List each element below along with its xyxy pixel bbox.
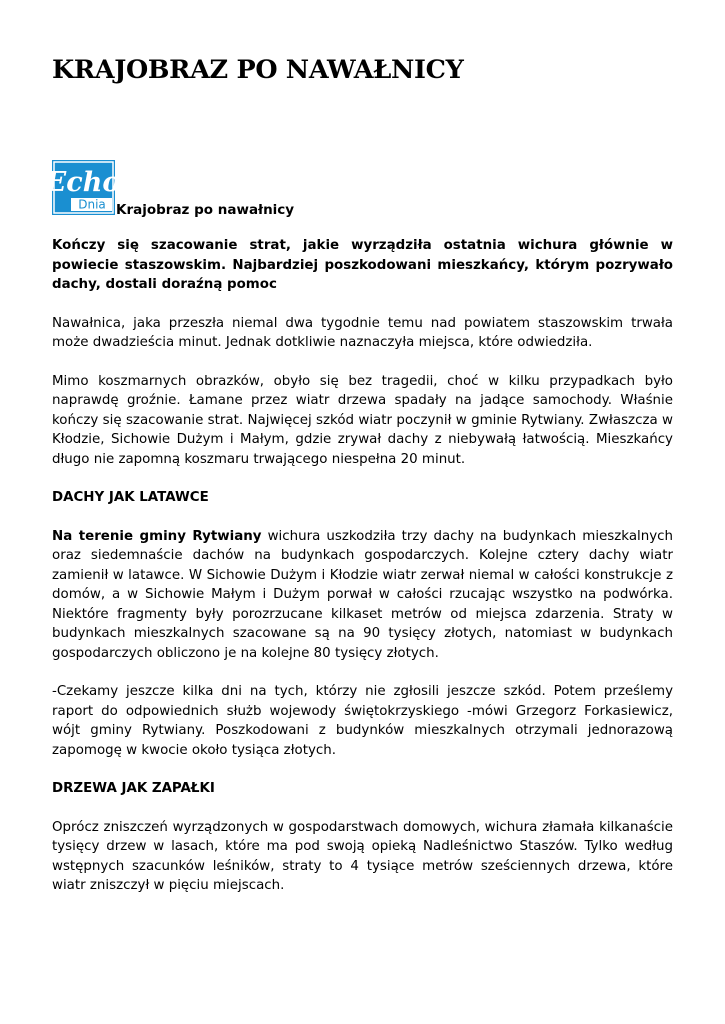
- paragraph-3: [52, 527, 673, 664]
- paragraph-5: Oprócz zniszczeń wyrządzonych w gospodarstwach domowych, wichura złamała kilkanaście tysięcy drzew w lasach, które ma pod swoją opieką Nadleśnictwo Staszów. Tylko według wstępnych szacunków leśników, straty to 4 tysiące metrów sześciennych drzewa, które wiatr zniszczył w pięciu miejscach.: [52, 819, 673, 893]
- logo-caption: Krajobraz po nawałnicy: [116, 202, 295, 218]
- paragraph-2: Mimo koszmarnych obrazków, obyło się bez tragedii, choć w kilku przypadkach było naprawdę groźnie. Łamane przez wiatr drzewa spadały na jadące samochody. Właśnie kończy się szacowanie strat. Najwięcej szkód wiatr poczynił w gminie Rytwiany. Zwłaszcza w Kłodzie, Sichowie Dużym i Małym, gdzie zrywał dachy z niebywałą łatwością. Mieszkańcy długo nie zapomną koszmaru trwającego niespełna 20 minut.: [52, 373, 673, 467]
- logo-text-top: Echo: [45, 167, 121, 198]
- paragraph-3-text: wichura uszkodziła trzy dachy na budynkach mieszkalnych oraz siedemnaście dachów na budynkach gospodarczych. Kolejne cztery dachy wiatr zamienił w latawce. W Sichowie Dużym i Kłodzie wiatr zerwał niemal w całości konstrukcje z domów, a w Sichowie Małym i Dużym porwał w całości rzucając wszystko na podwórka. Niektóre fragmenty były porozrzucane kilkaset metrów od miejsca zdarzenia. Straty w budynkach mieszkalnych szacowane są na 90 tysięcy złotych, natomiast w budynkach gospodarczych obliczono je na kolejne 80 tysięcy złotych.: [52, 528, 673, 661]
- article-lead: Kończy się szacowanie strat, jakie wyrządziła ostatnia wichura głównie w powiecie staszowskim. Najbardziej poszkodowani mieszkańcy, którym pozrywało dachy, dostali doraźną pomoc: [52, 238, 673, 292]
- paragraph-3-bold: Na terenie gminy Rytwiany: [52, 528, 262, 544]
- logo-text-bottom: Dnia: [78, 197, 106, 212]
- page-title: KRAJOBRAZ PO NAWAŁNICY: [52, 55, 464, 85]
- echo-dnia-logo: [45, 160, 121, 215]
- section-heading-trees: DRZEWA JAK ZAPAŁKI: [52, 781, 215, 796]
- logo-row: [45, 160, 673, 220]
- paragraph-4: -Czekamy jeszcze kilka dni na tych, którzy nie zgłosili jeszcze szkód. Potem prześlemy raport do odpowiednich służb wojewody świętokrzyskiego -mówi Grzegorz Forkasiewicz, wójt gminy Rytwiany. Poszkodowani z budynków mieszkalnych otrzymali jednorazową zapomogę w kwocie około tysiąca złotych.: [52, 684, 673, 758]
- section-heading-roofs: DACHY JAK LATAWCE: [52, 490, 209, 505]
- paragraph-1: Nawałnica, jaka przeszła niemal dwa tygodnie temu nad powiatem staszowskim trwała może dwadzieścia minut. Jednak dotkliwie naznaczyła miejsca, które odwiedziła.: [52, 315, 673, 350]
- article-body: [52, 236, 673, 915]
